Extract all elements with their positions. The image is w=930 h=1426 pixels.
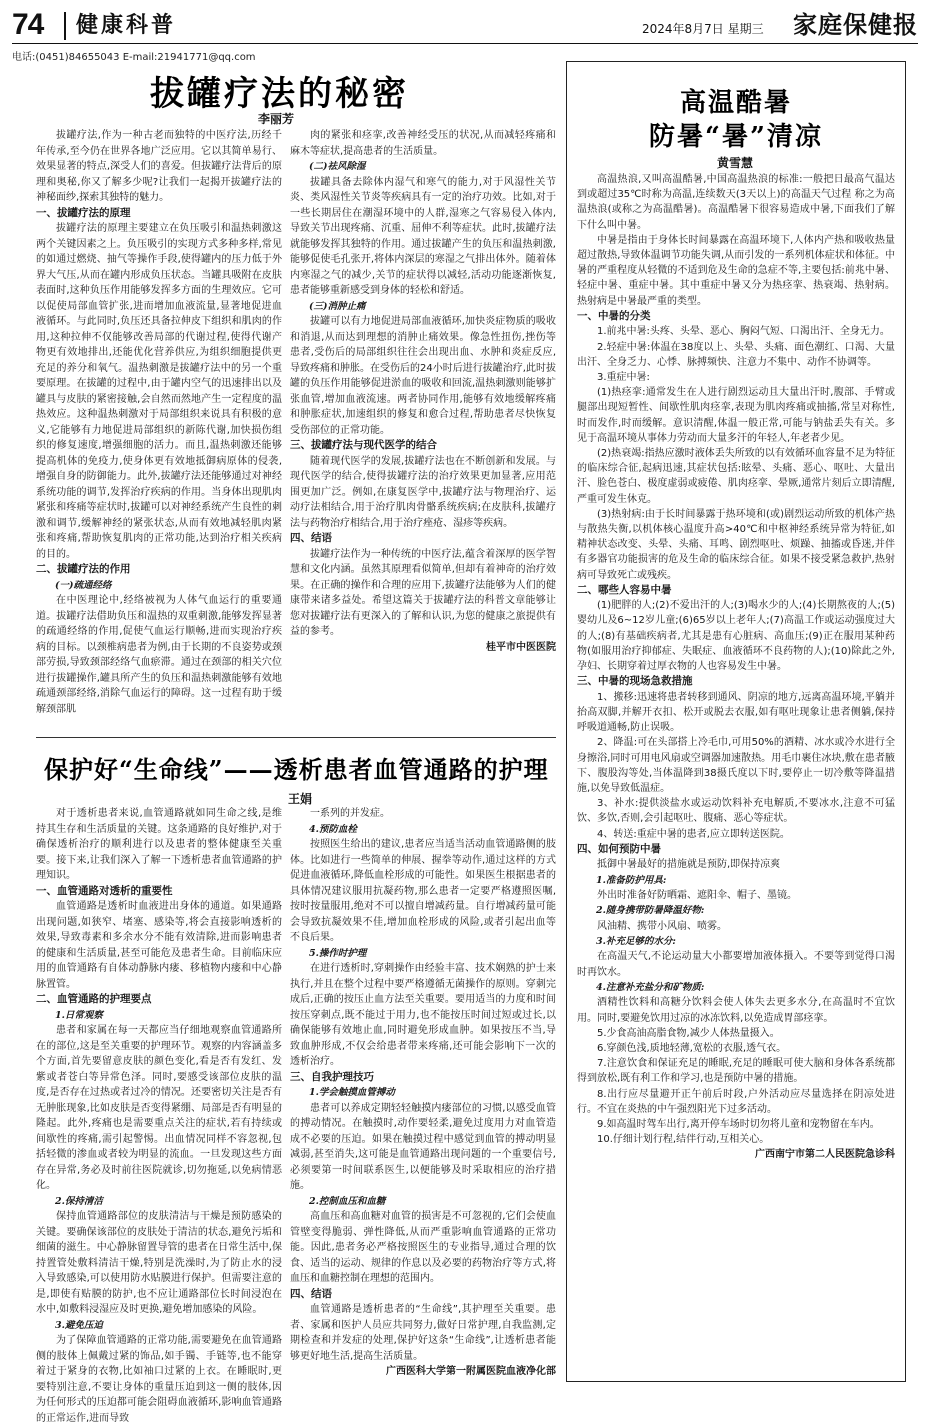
article1-column-1: [36, 128, 282, 732]
issue-date: 2024年8月7日 星期三: [642, 22, 764, 36]
section-heading: 一、中暑的分类: [577, 309, 651, 322]
paragraph: 在进行透析时,穿刺操作由经验丰富、技术娴熟的护士来执行,并且在整个过程中要严格遵循无菌操作的原则。穿刺完成后,正确的按压止血方法至关重要。要用适当的力度和时间按压穿刺点,既不能过于用力,也不能按压时间过短或过长,以确保能够有效地止血,同时避免形成血肿。如果按压不当,导致血肿形成,不仅会给患者带来疼痛,还可能会影响下一次的透析治疗。: [290, 963, 556, 1067]
article3-title-line2: 防暑“暑”清凉: [649, 122, 823, 152]
article2-author: 王娟: [288, 792, 313, 806]
sub-heading: 3.避免压迫: [55, 1319, 103, 1331]
masthead: [12, 8, 918, 44]
paragraph: 9.如高温时驾车出行,离开停车场时切勿将儿童和宠物留在车内。: [597, 1118, 880, 1130]
paragraph: (3)热射病:由于长时间暴露于热环境和(或)剧烈运动所致的机体产热与散热失衡,以机体核心温度升高>40℃和中枢神经系统异常为特征,如精神状态改变、头晕、头痛、耳鸣、剧烈呕吐、烦躁、抽搐或昏迷,并伴有多器官功能损害的危及生命的临床综合征。如果不接受紧急救护,热射病可导致死亡或残疾。: [577, 508, 895, 581]
paragraph: 按照医生给出的建议,患者应当适当活动血管通路侧的肢体。比如进行一些简单的伸展、握拳等动作,通过这样的方式促进血液循环,降低血栓形成的可能性。如果医生根据患者的具体情况建议服用抗凝药物,那么患者一定要严格遵照医嘱,按时按量服用,绝对不可以擅自增减药量。自行增减药量可能会导致抗凝效果不佳,增加血栓形成的风险,或者引起出血等不良后果。: [290, 839, 556, 943]
paragraph: 2、降温:可在头部搭上冷毛巾,可用50%的酒精、冰水或冷水进行全身擦浴,同时可用电风扇或空调器加速散热。用毛巾裹住冰块,敷在患者腋下、腹股沟等处,当体温降到38摄氏度以下时,要停止一切冷敷等降温措施,以免导致低温症。: [577, 737, 895, 795]
paragraph: 8.出行应尽量避开正午前后时段,户外活动应尽量选择在阴凉处进行。不宜在炎热的中午强烈阳光下过多活动。: [577, 1088, 895, 1115]
sub-heading: 3.补充足够的水分:: [596, 935, 676, 947]
sub-heading: (二)祛风除湿: [309, 161, 366, 172]
section-title: 健康科普: [76, 12, 177, 38]
section-heading: 四、结语: [290, 1287, 332, 1300]
sub-heading: 1.学会触摸血管搏动: [309, 1087, 395, 1098]
article1-title: 拔罐疗法的秘密: [150, 74, 409, 114]
paragraph: (1)热痉挛:通常发生在人进行剧烈运动且大量出汗时,腹部、手臂或腿部出现短暂性、间歇性肌肉痉挛,表现为肌肉疼痛或抽搐,常呈对称性,时而发作,时而缓解。意识清醒,体温一般正常,可能与钠盐丢失有关。多见于高温环境从事体力劳动而大量多汗的年轻人,年老者少见。: [577, 387, 895, 444]
paragraph: 患者可以养成定期轻轻触摸内瘘部位的习惯,以感受血管的搏动情况。在触摸时,动作要轻柔,避免过度用力对血管造成不必要的压迫。如果在触摸过程中感觉到血管的搏动明显减弱,甚至消失,这可能是血管通路出现问题的一个重要信号,必须要第一时间联系医生,以便能够及时采取相应的治疗措施。: [290, 1102, 556, 1191]
paragraph: 3、补水:提供淡盐水或运动饮料补充电解质,不要冰水,注意不可猛饮、多饮,否则,会引起呕吐、腹痛、恶心等症状。: [577, 798, 895, 825]
newspaper-name: 家庭保健报: [793, 10, 918, 39]
sub-heading: 4.注意补充盐分和矿物质:: [596, 981, 705, 993]
paragraph: 7.注意饮食和保证充足的睡眠,充足的睡眠可使大脑和身体各系统都得到放松,既有利工作和学习,也是预防中暑的措施。: [577, 1058, 895, 1085]
paragraph: 3.重症中暑:: [597, 371, 650, 383]
paragraph: 高血压和高血糖对血管的损害是不可忽视的,它们会使血管壁变得脆弱、弹性降低,从而严重影响血管通路的正常功能。因此,患者务必严格按照医生的专业指导,通过合理的饮食、适当的运动、规律的作息以及必要的药物治疗等方式,将血压和血糖控制在理想的范围内。: [290, 1211, 556, 1284]
paragraph: 2.轻症中暑:体温在38度以上、头晕、头痛、面色潮红、口渴、大量出汗、全身乏力、心悸、脉搏频快、注意力不集中、动作不协调等。: [577, 341, 895, 368]
article2-title: 保护好“生命线”——透析患者血管通路的护理: [44, 755, 549, 784]
section-heading: 四、如何预防中暑: [577, 842, 661, 855]
article3-box: [566, 61, 906, 1382]
paragraph: 1、搬移:迅速将患者转移到通风、阴凉的地方,远离高温环境,平躺并抬高双脚,并解开衣扣、松开或脱去衣服,如有呕吐现象让患者侧躺,保持呼吸道通畅,防止误吸。: [577, 691, 895, 734]
section-heading: 二、哪些人容易中暑: [577, 583, 672, 596]
source-credit: 广西南宁市第二人民医院急诊科: [755, 1149, 895, 1161]
paragraph: (2)热衰竭:指热应激时液体丢失所致的以有效循环血容量不足为特征的临床综合征,起病迅速,其症状包括:眩晕、头痛、恶心、呕吐、大量出汗、脸色苍白、极度虚弱或疲倦、肌肉痉挛、晕厥,通常片刻后立即清醒,严重可发生休克。: [577, 447, 895, 505]
paragraph: 风油精、携带小风扇、喷雾。: [597, 920, 727, 932]
paragraph: 1.前兆中暑:头疼、头晕、恶心、胸闷气短、口渴出汗、全身无力。: [597, 326, 890, 338]
article3-body: [577, 172, 895, 1376]
article-separator: [36, 737, 556, 738]
contact-line: 电话:(0451)84655043 E-mail:21941771@qq.com: [12, 52, 256, 63]
page-number: 74: [12, 8, 44, 41]
paragraph: 中暑是指由于身体长时间暴露在高温环境下,人体内产热和吸收热量超过散热,导致体温调节功能失调,从而引发的一系列机体症状和体征。中暑的严重程度从轻微的不适到危及生命的急症不等,主要包括:前兆中暑、轻症中暑、重症中暑。其中重症中暑又分为热痉挛、热衰竭、热射病。热射病是中暑最严重的类型。: [577, 234, 895, 307]
paragraph: 拔罐可以有力地促进局部血液循环,加快炎症物质的吸收和消退,从而达到理想的消肿止痛效果。像急性扭伤,挫伤等患者,受伤后的局部组织往往会出现出血、水肿和炎症反应,导致疼痛和肿胀。在受伤后的24小时后进行拔罐治疗,此时拔罐的负压作用能够促进淤血的吸收和回流,温热刺激则能够扩张血管,增加血液流速。两者协同作用,能够有效地缓解疼痛和肿胀症状,加速组织的修复和愈合过程,帮助患者尽快恢复受伤部位的正常功能。: [290, 316, 556, 436]
paragraph: 拔罐具备去除体内湿气和寒气的能力,对于风湿性关节炎、类风湿性关节炎等疾病具有一定的治疗功效。比如,对于一些长期居住在潮湿环境中的人群,湿寒之气容易侵入体内,导致关节出现疼痛、沉重、屈伸不利等症状。此时,拔罐疗法就能够发挥其独特的作用。通过拔罐产生的负压和温热刺激,能够促使毛孔张开,将体内深层的寒湿之气排出体外。随着体内寒湿之气的减少,关节的症状得以减轻,活动功能逐渐恢复,患者能够重新感受到身体的轻松和舒适。: [290, 176, 556, 296]
sub-heading: 1.准备防护用具:: [596, 874, 667, 886]
paragraph: 随着现代医学的发展,拔罐疗法也在不断创新和发展。与现代医学的结合,使得拔罐疗法的治疗效果更加显著,应用范围更加广泛。例如,在康复医学中,拔罐疗法与物理治疗、运动疗法相结合,用于治疗肌肉骨骼系统疾病;在皮肤科,拔罐疗法与药物治疗相结合,用于治疗痤疮、湿疹等疾病。: [290, 455, 556, 529]
sub-heading: 5.操作时护理: [309, 947, 367, 959]
article2-column-1: [36, 806, 282, 1424]
paragraph: 5.少食高油高脂食物,减少人体热量摄入。: [597, 1027, 780, 1039]
section-heading: 三、中暑的现场急救措施: [577, 675, 693, 688]
paragraph: 拔罐疗法作为一种传统的中医疗法,蕴含着深厚的医学智慧和文化内涵。虽然其原理看似简单,但却有着神奇的治疗效果。在正确的操作和合理的应用下,拔罐疗法能够为人们的健康带来诸多益处。希望这篇关于拔罐疗法的科普文章能够让您对拔罐疗法有更深入的了解和认识,为您的健康之旅提供有益的参考。: [290, 548, 556, 637]
paragraph: 肉的紧张和痉挛,改善神经受压的状况,从而减轻疼痛和麻木等症状,提高患者的生活质量。: [290, 130, 556, 157]
paragraph: 6.穿颜色浅,质地轻薄,宽松的衣服,透气衣。: [597, 1042, 787, 1054]
sub-heading: (三)消肿止痛: [309, 300, 366, 312]
sub-heading: 2.保持清洁: [55, 1195, 103, 1207]
article2-column-2: [290, 806, 556, 1382]
section-heading: 四、结语: [290, 532, 332, 544]
paragraph: 10.仔细计划行程,结伴行动,互相关心。: [597, 1134, 770, 1146]
paragraph: 拔罐疗法的原理主要建立在负压吸引和温热刺激这两个关键因素之上。负压吸引的实现方式多种多样,常见的如通过燃烧、抽气等操作手段,使得罐内的压力低于外界大气压,从而在罐内形成负压状态。当罐具吸附在皮肤表面时,这种负压作用能够发挥多方面的生理效应。它可以促使局部血管扩张,进而增加血液流量,显著地促进血液循环。与此同时,负压还具备拉伸皮下组织和肌肉的作用,这种拉伸不仅能够改善局部的代谢过程,使得代谢产物更有效地排出,还能优化营养供应,为组织细胞提供更充足的养分和氧气。温热刺激是拔罐疗法中的另一个重要原理。在拔罐的过程中,由于罐内空气的迅速排出以及罐具与皮肤的紧密接触,会自然而然地产生一定程度的温热效应。这种温热刺激对于局部组织来说具有积极的意义,它能够有力地促进局部组织的新陈代谢,加快损伤组织的修复速度,增强细胞的活力。而且,温热刺激还能够提高机体的免疫力,使身体更有效地抵御病原体的侵袭,增强自身的防御能力。此外,拔罐疗法还能够通过对神经系统功能的调节,发挥治疗疾病的作用。当身体出现肌肉紧张和疼痛等症状时,拔罐可以对神经系统产生良性的刺激和调节,缓解神经的紧张状态,从而有效地减轻肌肉紧张和疼痛,帮助恢复肌肉的正常功能,达到治疗相关疾病的目的。: [36, 223, 282, 560]
section-heading: 三、拔罐疗法与现代医学的结合: [290, 439, 437, 451]
paragraph: 为了保障血管通路的正常功能,需要避免在血管通路侧的肢体上佩戴过紧的饰品,如手镯、手链等,也不能穿着过于紧身的衣物,比如袖口过紧的上衣。在睡眠时,更要特别注意,不要让身体的重量压迫到这一侧的肢体,因为任何形式的压迫都可能会阻碍血液循环,影响血管通路的正常运作,进而导致: [36, 1335, 282, 1424]
source-credit: 桂平市中医医院: [486, 641, 556, 653]
sub-heading: 4.预防血栓: [309, 823, 357, 835]
paragraph: 4、转送:重症中暑的患者,应立即转送医院。: [597, 828, 790, 840]
sub-heading: 1.日常观察: [55, 1009, 103, 1021]
section-heading: 一、拔罐疗法的原理: [36, 206, 131, 219]
sub-heading: 2.控制血压和血糖: [309, 1195, 386, 1207]
sub-heading: (一)疏通经络: [55, 579, 112, 591]
article1-column-2: [290, 128, 556, 732]
paragraph: 外出时准备好防晒霜、遮阳伞、帽子、墨镜。: [597, 890, 797, 902]
masthead-divider: [64, 12, 66, 40]
paragraph: 保持血管通路部位的皮肤清洁与干燥是预防感染的关键。要确保该部位的皮肤处于清洁的状态,避免污垢和细菌的滋生。中心静脉留置导管的患者在日常生活中,保持置管处敷料清洁干燥,特别是洗澡时,为了防止水的浸入导致感染,可以使用防水贴膜进行保护。但需要注意的是,即使有贴膜的防护,也不应让通路部位长时间浸泡在水中,如敷料浸湿应及时更换,避免增加感染的风险。: [36, 1211, 282, 1315]
section-heading: 二、血管通路的护理要点: [36, 993, 152, 1005]
paragraph: 血管通路是透析时血液进出身体的通道。如果通路出现问题,如狭窄、堵塞、感染等,将会直接影响透析的效果,导致毒素和多余水分不能有效清除,进而影响患者的健康和生活质量,甚至可能危及患者生命。目前临床应用的血管通路有自体动静脉内瘘、移植物内瘘和中心静脉置管。: [36, 901, 282, 990]
sub-heading: 2.随身携带防暑降温好物:: [596, 905, 705, 917]
paragraph: 一系列的并发症。: [310, 808, 390, 819]
paragraph: 拔罐疗法,作为一种古老而独特的中医疗法,历经千年传承,至今仍在世界各地广泛应用。它以其简单易行、效果显著的特点,深受人们的喜爱。但拔罐疗法背后的原理和奥秘,你又了解多少呢?让我们一起揭开拔罐疗法的神秘面纱,探索其独特的魅力。: [36, 130, 282, 203]
paragraph: 患者和家属在每一天都应当仔细地观察血管通路所在的部位,这是至关重要的护理环节。观察的内容涵盖多个方面,首先要留意皮肤的颜色变化,看是否有发红、发紫或者苍白等异常色泽。同时,要感受该部位皮肤的温度,是否存在过热或者过冷的情况。还要密切关注是否有无肿胀现象,比如皮肤是否变得紧绷、局部是否有明显的隆起。此外,疼痛也是需要重点关注的症状,若有持续或间歇性的疼痛,需引起警惕。出血情况同样不容忽视,包括轻微的渗血或者较为明显的流血。一旦发现这些方面存在异常,务必及时前往医院就诊,切勿拖延,以免病情恶化。: [36, 1025, 282, 1191]
section-heading: 二、拔罐疗法的作用: [36, 563, 131, 575]
section-heading: 一、血管通路对透析的重要性: [36, 884, 173, 897]
paragraph: 对于透析患者来说,血管通路就如同生命之线,是维持其生存和生活质量的关键。这条通路的良好维护,对于确保透析治疗的顺利进行以及患者的整体健康至关重要。接下来,让我们深入了解一下透析患者血管通路的护理知识。: [36, 808, 282, 881]
paragraph: (1)肥胖的人;(2)不爱出汗的人;(3)喝水少的人;(4)长期熬夜的人;(5)婴幼儿及6~12岁儿童;(6)65岁以上老年人;(7)高温工作或运动强度过大的人;(8)有基础疾病者,尤其是患有心脏病、高血压;(9)正在服用某种药物(如服用治疗抑郁症、失眠症、血液循环不良药物的人);(10)除此之外,孕妇、长期穿着过厚衣物的人也容易发生中暑。: [577, 600, 895, 673]
paragraph: 血管通路是透析患者的“生命线”,其护理至关重要。患者、家属和医护人员应共同努力,做好日常护理,自我监测,定期检查和并发症的处理,保护好这条“生命线”,让透析患者能够更好地生活,提高生活质量。: [290, 1304, 556, 1362]
source-credit: 广西医科大学第一附属医院血液净化部: [386, 1366, 556, 1377]
paragraph: 在中医理论中,经络被视为人体气血运行的重要通道。拔罐疗法借助负压和温热的双重刺激,能够发挥显著的疏通经络的作用,促使气血运行顺畅,进而实现治疗疾病的目标。以颈椎病患者为例,由于长期的不良姿势或颈部劳损,导致颈部经络气血瘀滞。通过在颈部的相关穴位进行拔罐操作,罐具所产生的负压和温热刺激能够有效地疏通颈部经络,消除气血运行的障碍。这一过程有助于缓解颈部肌: [36, 595, 282, 715]
article3-title-line1: 高温酷暑: [679, 88, 792, 118]
paragraph: 抵御中暑最好的措施就是预防,即保持凉爽: [597, 859, 781, 871]
paragraph: 在高温天气,不论运动量大小都要增加液体摄入。不要等到觉得口渴时再饮水。: [577, 951, 895, 978]
article3-author: 黄雪慧: [717, 156, 754, 170]
paragraph: 高温热浪,又叫高温酷暑,中国高温热浪的标准:一般把日最高气温达到或超过35℃时称为高温,连续数天(3天以上)的高温天气过程 称之为高温热浪(或称之为高温酷暑)。高温酷暑下很容易造成中暑,下面我们了解下什么叫中暑。: [577, 174, 895, 231]
paragraph: 酒精性饮料和高糖分饮料会使人体失去更多水分,在高温时不宜饮用。同时,要避免饮用过凉的冰冻饮料,以免造成胃部痉挛。: [577, 997, 895, 1024]
section-heading: 三、自我护理技巧: [290, 1070, 374, 1083]
article1-author: 李丽芳: [258, 112, 295, 126]
